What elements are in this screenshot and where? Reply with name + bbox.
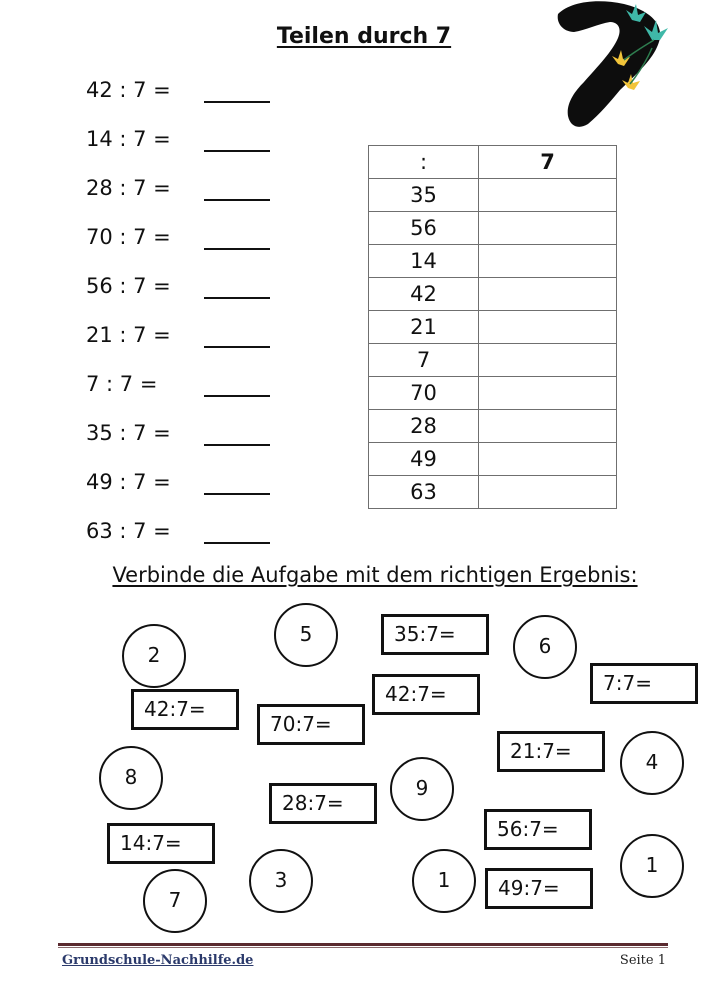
table-answer-cell[interactable] [479, 311, 617, 344]
match-task-box[interactable]: 35:7= [381, 614, 489, 655]
table-answer-cell[interactable] [479, 278, 617, 311]
matching-instructions: Verbinde die Aufgabe mit dem richtigen Ergebnis: [112, 563, 638, 587]
match-result-circle[interactable]: 1 [412, 849, 476, 913]
seven-flower-logo [554, 0, 674, 130]
table-dividend: 14 [369, 245, 479, 278]
table-header-divisor: 7 [479, 146, 617, 179]
table-answer-cell[interactable] [479, 344, 617, 377]
table-answer-cell[interactable] [479, 476, 617, 509]
table-row [369, 278, 617, 311]
match-result-circle[interactable]: 4 [620, 731, 684, 795]
problem-item: 28 : 7 = [86, 176, 171, 200]
division-table [368, 145, 617, 509]
problem-item: 35 : 7 = [86, 421, 171, 445]
problem-item: 7 : 7 = [86, 372, 158, 396]
table-row [369, 245, 617, 278]
problem-item: 70 : 7 = [86, 225, 171, 249]
match-task-box[interactable]: 28:7= [269, 783, 377, 824]
table-dividend: 35 [369, 179, 479, 212]
answer-line[interactable] [204, 101, 270, 103]
table-answer-cell[interactable] [479, 410, 617, 443]
footer-divider-thin [58, 947, 668, 948]
table-header-row [369, 146, 617, 179]
table-dividend: 28 [369, 410, 479, 443]
table-dividend: 7 [369, 344, 479, 377]
match-task-box[interactable]: 42:7= [372, 674, 480, 715]
table-row [369, 344, 617, 377]
answer-line[interactable] [204, 444, 270, 446]
table-row [369, 443, 617, 476]
table-answer-cell[interactable] [479, 443, 617, 476]
table-answer-cell[interactable] [479, 212, 617, 245]
table-dividend: 42 [369, 278, 479, 311]
table-dividend: 70 [369, 377, 479, 410]
match-result-circle[interactable]: 6 [513, 615, 577, 679]
table-row [369, 311, 617, 344]
table-dividend: 49 [369, 443, 479, 476]
answer-line[interactable] [204, 199, 270, 201]
problem-item: 56 : 7 = [86, 274, 171, 298]
answer-line[interactable] [204, 248, 270, 250]
footer-divider [58, 943, 668, 946]
table-row [369, 476, 617, 509]
table-row [369, 410, 617, 443]
match-task-box[interactable]: 56:7= [484, 809, 592, 850]
match-task-box[interactable]: 49:7= [485, 868, 593, 909]
table-header-operator: : [369, 146, 479, 179]
match-result-circle[interactable]: 2 [122, 624, 186, 688]
answer-line[interactable] [204, 395, 270, 397]
table-row [369, 212, 617, 245]
answer-line[interactable] [204, 150, 270, 152]
match-result-circle[interactable]: 5 [274, 603, 338, 667]
table-dividend: 56 [369, 212, 479, 245]
problem-item: 49 : 7 = [86, 470, 171, 494]
problem-item: 21 : 7 = [86, 323, 171, 347]
answer-line[interactable] [204, 297, 270, 299]
match-result-circle[interactable]: 7 [143, 869, 207, 933]
match-task-box[interactable]: 14:7= [107, 823, 215, 864]
match-task-box[interactable]: 42:7= [131, 689, 239, 730]
match-result-circle[interactable]: 8 [99, 746, 163, 810]
answer-line[interactable] [204, 493, 270, 495]
answer-line[interactable] [204, 346, 270, 348]
match-result-circle[interactable]: 9 [390, 757, 454, 821]
table-dividend: 21 [369, 311, 479, 344]
worksheet-title: Teilen durch 7 [276, 24, 452, 49]
table-answer-cell[interactable] [479, 377, 617, 410]
match-task-box[interactable]: 21:7= [497, 731, 605, 772]
table-answer-cell[interactable] [479, 179, 617, 212]
footer-page-number: Seite 1 [619, 953, 666, 968]
match-result-circle[interactable]: 3 [249, 849, 313, 913]
footer-site-link[interactable]: Grundschule-Nachhilfe.de [62, 953, 254, 968]
match-task-box[interactable]: 7:7= [590, 663, 698, 704]
table-row [369, 179, 617, 212]
match-task-box[interactable]: 70:7= [257, 704, 365, 745]
problem-item: 63 : 7 = [86, 519, 171, 543]
answer-line[interactable] [204, 542, 270, 544]
table-row [369, 377, 617, 410]
problem-item: 14 : 7 = [86, 127, 171, 151]
table-answer-cell[interactable] [479, 245, 617, 278]
problem-item: 42 : 7 = [86, 78, 171, 102]
table-dividend: 63 [369, 476, 479, 509]
match-result-circle[interactable]: 1 [620, 834, 684, 898]
